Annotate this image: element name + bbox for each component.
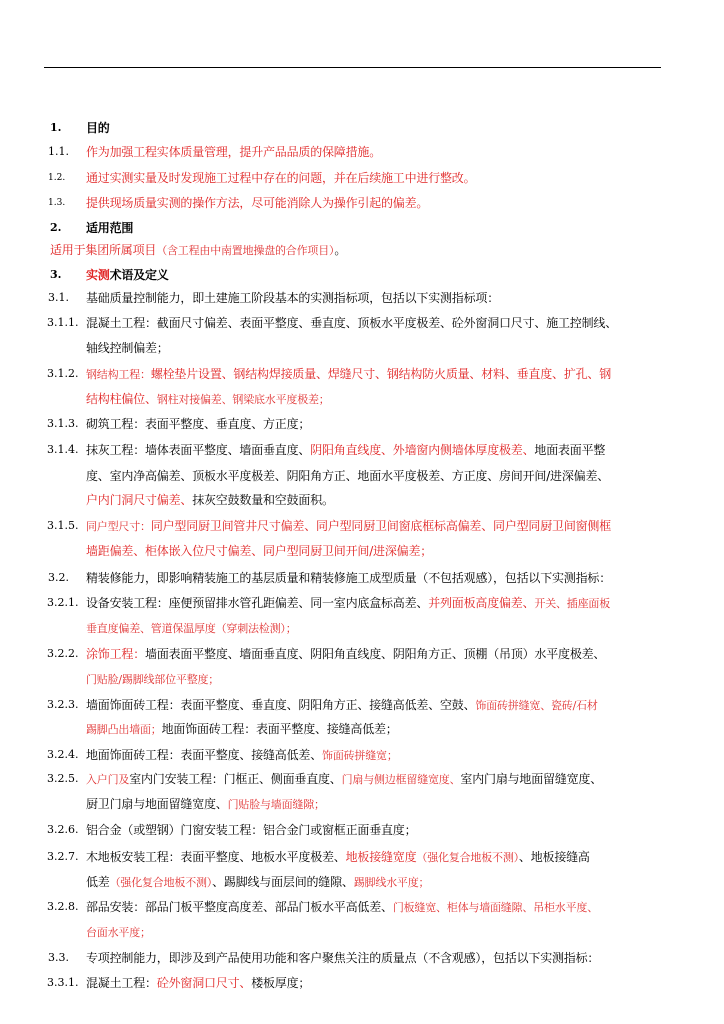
section-number: 1. bbox=[50, 121, 62, 134]
line-text bbox=[50, 238, 346, 263]
line-text bbox=[86, 667, 219, 692]
section-number: 3.1.4. bbox=[47, 443, 79, 456]
document-line bbox=[0, 591, 724, 615]
text-segment: 基础质量控制能力，即土建施工阶段基本的实测指标项，包括以下实测指标项： bbox=[86, 291, 500, 305]
line-text bbox=[86, 140, 381, 164]
text-segment: （强化复合地板不测） bbox=[416, 851, 519, 864]
section-number: 2. bbox=[50, 221, 62, 234]
document-line bbox=[0, 845, 724, 869]
text-segment: 抹灰工程：墙体表面平整度、墙面垂直度、 bbox=[86, 443, 311, 457]
text-segment: 混凝土工程：截面尺寸偏差、表面平整度、垂直度、顶板水平度极差、砼外窗洞口尺寸、施工控制线、 bbox=[86, 316, 618, 330]
text-segment: 适用于集团所属项目 bbox=[50, 243, 157, 257]
line-text bbox=[86, 693, 598, 718]
line-text bbox=[86, 566, 611, 590]
text-segment: 、踢脚线与面层间的缝隙、 bbox=[212, 875, 354, 889]
line-text bbox=[86, 514, 611, 539]
document-line bbox=[0, 717, 724, 741]
section-number: 3.1.1. bbox=[47, 316, 79, 329]
text-segment: 垂直度偏差、管道保温厚度（穿刺法检测）； bbox=[86, 622, 297, 635]
line-text bbox=[86, 616, 297, 641]
text-segment: 地面饰面砖工程：表面平整度、接缝高低差； bbox=[161, 722, 398, 736]
section-number: 3.2. bbox=[48, 571, 69, 584]
text-segment: （强化复合地板不测） bbox=[109, 876, 213, 889]
header-rule bbox=[44, 67, 661, 68]
text-segment: 实测 bbox=[86, 268, 110, 282]
document-line bbox=[0, 140, 724, 164]
line-text bbox=[86, 191, 428, 215]
text-segment: 提供现场质量实测的操作方法，尽可能消除人为操作引起的偏差。 bbox=[86, 196, 429, 210]
section-number: 3.2.3. bbox=[47, 698, 79, 711]
section-number: 1.3. bbox=[48, 198, 66, 208]
document-line bbox=[0, 920, 724, 944]
text-segment: 同户型同厨卫间管井尺寸偏差、同户型同厨卫间窗底框标高偏差、同户型同厨卫间窗侧框 bbox=[150, 519, 612, 533]
text-segment: 地面饰面砖工程：表面平整度、接缝高低差、 bbox=[86, 748, 323, 762]
line-text bbox=[86, 767, 602, 792]
document-line bbox=[0, 412, 724, 436]
text-segment: 专项控制能力，即涉及到产品使用功能和客户聚焦关注的质量点（不含观感），包括以下实测指标： bbox=[86, 951, 600, 965]
section-number: 3.2.7. bbox=[47, 850, 79, 863]
document-line bbox=[0, 238, 724, 262]
document-line bbox=[0, 642, 724, 666]
section-number: 3.2.2. bbox=[47, 647, 79, 660]
text-segment: 厨卫门扇与地面留缝宽度、 bbox=[86, 797, 228, 811]
text-segment: 阴阳角直线度、外墙窗内侧墙体厚度极差、 bbox=[310, 443, 535, 457]
text-segment: 并列面板高度偏差、 bbox=[428, 596, 535, 610]
text-segment: 同户型尺寸： bbox=[86, 520, 151, 533]
document-line bbox=[0, 514, 724, 538]
text-segment: 门扇与侧边框留缝宽度、 bbox=[341, 773, 461, 786]
text-segment: 墙距偏差、柜体嵌入位尺寸偏差、同户型同厨卫间开间/进深偏差； bbox=[86, 544, 433, 558]
document-line bbox=[0, 464, 724, 488]
line-text bbox=[86, 591, 610, 616]
document-line bbox=[0, 767, 724, 791]
text-segment: 度、室内净高偏差、顶板水平度极差、阴阳角方正、地面水平度极差、方正度、房间开间/进深偏差、 bbox=[86, 469, 610, 483]
document-line bbox=[0, 166, 724, 190]
text-segment: 目的 bbox=[86, 121, 110, 135]
section-number: 3.2.4. bbox=[47, 748, 79, 761]
line-text bbox=[86, 971, 310, 995]
line-text bbox=[86, 845, 590, 870]
text-segment: 室内门安装工程：门框正、侧面垂直度、 bbox=[129, 772, 342, 786]
text-segment: 门板缝宽、柜体与墙面缝隙、吊柜水平度、 bbox=[392, 901, 599, 914]
text-segment: 钢柱对接偏差、钢梁底水平度极差； bbox=[156, 393, 330, 406]
text-segment: 砼外窗洞口尺寸、 bbox=[156, 976, 252, 990]
line-text bbox=[86, 438, 605, 462]
document-line bbox=[0, 870, 724, 894]
text-segment: 墙面表面平整度、墙面垂直度、阴阳角直线度、阴阳角方正、顶棚（吊顶）水平度极差、 bbox=[145, 647, 606, 661]
document-line bbox=[0, 971, 724, 995]
section-number: 3.3. bbox=[48, 951, 69, 964]
document-line bbox=[0, 488, 724, 512]
section-number: 3.1. bbox=[48, 291, 69, 304]
document-line bbox=[0, 387, 724, 411]
document-line bbox=[0, 191, 724, 215]
section-number: 3.2.6. bbox=[47, 823, 79, 836]
line-text bbox=[86, 362, 611, 387]
text-segment: 铝合金（或塑钢）门窗安装工程：铝合金门或窗框正面垂直度； bbox=[86, 823, 417, 837]
document-line bbox=[0, 693, 724, 717]
text-segment: 踢脚凸出墙面； bbox=[86, 723, 162, 736]
line-text bbox=[86, 920, 151, 945]
text-segment: 饰面砖拼缝宽、瓷砖/石材 bbox=[475, 699, 598, 712]
line-text bbox=[86, 717, 398, 742]
section-number: 3.2.1. bbox=[47, 596, 79, 609]
document-line bbox=[0, 216, 724, 240]
text-segment: 户内门洞尺寸偏差、 bbox=[86, 493, 193, 507]
text-segment: 低差 bbox=[86, 875, 110, 889]
text-segment: 踢脚线水平度； bbox=[353, 876, 430, 889]
section-number: 3.3.1. bbox=[47, 976, 79, 989]
text-segment: 入户门及 bbox=[86, 773, 130, 786]
text-segment: 门贴脸/踢脚线部位平整度； bbox=[86, 673, 220, 686]
line-text bbox=[86, 116, 110, 140]
section-number: 1.2. bbox=[48, 173, 66, 183]
text-segment: 钢结构工程： bbox=[86, 368, 151, 381]
text-segment: 作为加强工程实体质量管理，提升产品品质的保障措施。 bbox=[86, 145, 382, 159]
line-text bbox=[86, 166, 475, 190]
document-line bbox=[0, 539, 724, 563]
text-segment: 混凝土工程： bbox=[86, 976, 157, 990]
document-line bbox=[0, 667, 724, 691]
document-line bbox=[0, 743, 724, 767]
text-segment: 设备安装工程：座便预留排水管孔距偏差、同一室内底盒标高差、 bbox=[86, 596, 429, 610]
line-text bbox=[86, 387, 330, 412]
line-text bbox=[86, 642, 605, 666]
line-text bbox=[86, 216, 133, 240]
document-line bbox=[0, 566, 724, 590]
line-text bbox=[86, 488, 334, 512]
section-number: 3. bbox=[50, 268, 62, 281]
text-segment: 木地板安装工程：表面平整度、地板水平度极差、 bbox=[86, 850, 346, 864]
section-number: 3.1.5. bbox=[47, 519, 79, 532]
line-text bbox=[86, 818, 416, 842]
line-text bbox=[86, 311, 617, 335]
document-line bbox=[0, 818, 724, 842]
line-text bbox=[86, 263, 169, 287]
text-segment: 室内门扇与地面留缝宽度、 bbox=[460, 772, 603, 786]
document-line bbox=[0, 946, 724, 970]
text-segment: 涂饰工程： bbox=[86, 647, 146, 661]
section-number: 3.1.3. bbox=[47, 417, 79, 430]
document-line bbox=[0, 311, 724, 335]
text-segment: 门贴脸与墙面缝隙； bbox=[227, 798, 325, 811]
document-line bbox=[0, 116, 724, 140]
section-number: 1.1. bbox=[48, 145, 69, 158]
text-segment: （含工程由中南置地操盘的合作项目） bbox=[156, 244, 335, 257]
line-text bbox=[86, 870, 429, 895]
text-segment: 地板接缝宽度 bbox=[345, 850, 417, 864]
text-segment: 砌筑工程：表面平整度、垂直度、方正度； bbox=[86, 417, 311, 431]
section-number: 3.2.8. bbox=[47, 900, 79, 913]
text-segment: 开关、插座面板 bbox=[534, 597, 611, 610]
text-segment: 、地板接缝高 bbox=[518, 850, 590, 864]
section-number: 3.2.5. bbox=[47, 772, 79, 785]
text-segment: 适用范围 bbox=[86, 221, 134, 235]
document-line bbox=[0, 336, 724, 360]
text-segment: 术语及定义 bbox=[109, 268, 169, 282]
text-segment: 台面水平度； bbox=[86, 926, 151, 939]
text-segment: 。 bbox=[334, 243, 347, 257]
document-line bbox=[0, 362, 724, 386]
text-segment: 通过实测实量及时发现施工过程中存在的问题，并在后续施工中进行整改。 bbox=[86, 171, 476, 185]
line-text bbox=[86, 464, 609, 488]
document-line bbox=[0, 286, 724, 310]
text-segment: 轴线控制偏差； bbox=[86, 341, 169, 355]
line-text bbox=[86, 336, 169, 360]
text-segment: 地面表面平整 bbox=[534, 443, 606, 457]
line-text bbox=[86, 895, 598, 920]
line-text bbox=[86, 946, 599, 970]
document-line bbox=[0, 263, 724, 287]
text-segment: 精装修能力，即影响精装施工的基层质量和精装修施工成型质量（不包括观感），包括以下实测指标： bbox=[86, 571, 612, 585]
text-segment: 结构柱偏位、 bbox=[86, 392, 157, 406]
line-text bbox=[86, 286, 499, 310]
line-text bbox=[86, 539, 432, 563]
document-line bbox=[0, 895, 724, 919]
section-number: 3.1.2. bbox=[47, 367, 79, 380]
text-segment: 饰面砖拼缝宽； bbox=[322, 749, 398, 762]
line-text bbox=[86, 743, 398, 768]
text-segment: 墙面饰面砖工程：表面平整度、垂直度、阴阳角方正、接缝高低差、空鼓、 bbox=[86, 698, 476, 712]
text-segment: 抹灰空鼓数量和空鼓面积。 bbox=[192, 493, 334, 507]
document-line bbox=[0, 438, 724, 462]
text-segment: 部品安装：部品门板平整度高度差、部品门板水平高低差、 bbox=[86, 900, 393, 914]
text-segment: 楼板厚度； bbox=[251, 976, 311, 990]
line-text bbox=[86, 792, 325, 817]
text-segment: 螺栓垫片设置、钢结构焊接质量、焊缝尺寸、钢结构防火质量、材料、垂直度、扩孔、钢 bbox=[150, 367, 612, 381]
document-line bbox=[0, 792, 724, 816]
line-text bbox=[86, 412, 310, 436]
document-line bbox=[0, 616, 724, 640]
